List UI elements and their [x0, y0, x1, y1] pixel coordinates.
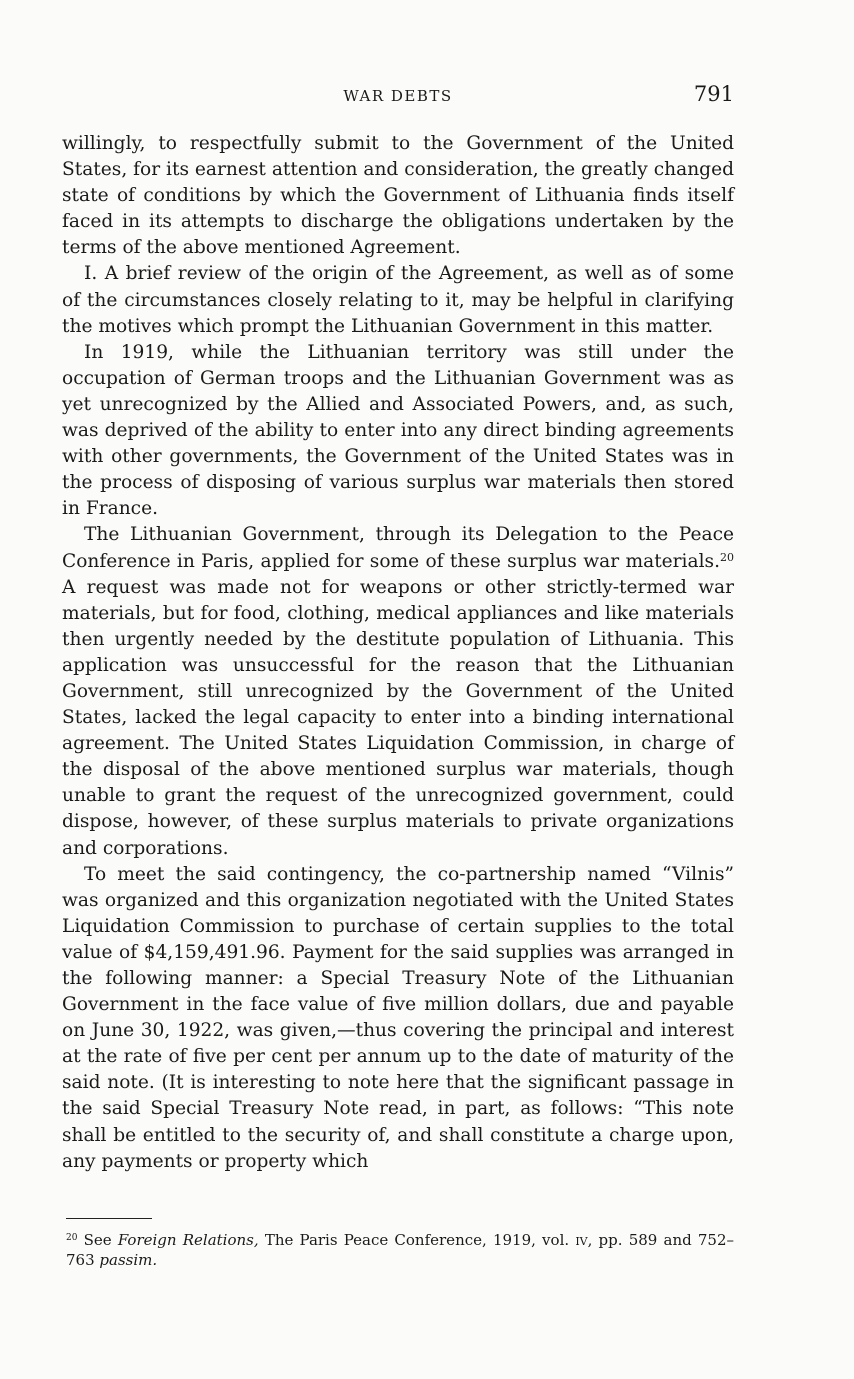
paragraph-continuation: willingly, to respectfully submit to the Government of the United States, for its earnest attention and consideration, the greatly changed state of conditions by which the Government of Lithuania finds itself faced in its attempts to discharge the obligations undertaken by the terms of the above mentioned Agreement.	[62, 133, 734, 259]
footnote	[66, 1228, 734, 1270]
paragraph-1919: In 1919, while the Lithuanian territory was still under the occupation of German troops and the Lithuanian Government was as yet unrecognized by the Allied and Associated Powers, and, as such, was deprived of the ability to enter into any direct binding agreements with other governments, the Government of the United States was in the process of disposing of various surplus war materials then stored in France.	[62, 341, 734, 520]
footnote-passim: passim.	[99, 1251, 158, 1269]
footnote-middle: The Paris Peace Conference, 1919, vol.	[258, 1231, 576, 1249]
running-header	[62, 82, 734, 112]
paragraph-review: I. A brief review of the origin of the Agreement, as well as of some of the circumstances closely relating to it, may be helpful in clarifying the motives which prompt the Lithuanian Government in this matter.	[62, 263, 734, 337]
footnote-mark: 20	[66, 1233, 78, 1243]
footnote-source-title: Foreign Relations,	[117, 1231, 259, 1249]
footnote-pages: , pp. 589 and 752–763	[66, 1231, 735, 1269]
paragraph-application	[62, 522, 734, 861]
footnote-volume: iv	[575, 1231, 588, 1249]
footnote-divider	[66, 1218, 152, 1219]
page-number: 791	[693, 82, 734, 106]
footnote-see: See	[77, 1231, 118, 1249]
running-title: WAR DEBTS	[343, 87, 453, 105]
paragraph-application-text-before: The Lithuanian Government, through its Delegation to the Peace Conference in Paris, applied for some of these surplus war materials.	[62, 524, 734, 572]
footnote-reference: 20	[720, 550, 734, 564]
paragraph-application-text-after: A request was made not for weapons or other strictly-termed war materials, but for food, clothing, medical appliances and like materials then urgently needed by the destitute population of Lithuania. This application was unsuccessful for the reason that the Lithuanian Government, still unrecognized by the Government of the United States, lacked the legal capacity to enter into a binding international agreement. The United States Liquidation Commission, in charge of the disposal of the above mentioned surplus war materials, though unable to grant the request of the unrecognized government, could dispose, however, of these surplus materials to private organizations and corporations.	[62, 576, 734, 859]
body-text	[62, 131, 734, 1175]
paragraph-vilnis: To meet the said contingency, the co-partnership named “Vilnis” was organized and this organization negotiated with the United States Liquidation Commission to purchase of certain supplies to the total value of $4,159,491.96. Payment for the said supplies was arranged in the following manner: a Special Treasury Note of the Lithuanian Government in the face value of five million dollars, due and payable on June 30, 1922, was given,—thus covering the principal and interest at the rate of five per cent per annum up to the date of maturity of the said note. (It is interesting to note here that the significant passage in the said Special Treasury Note read, in part, as follows: “This note shall be entitled to the security of, and shall constitute a charge upon, any payments or property which	[62, 863, 734, 1172]
